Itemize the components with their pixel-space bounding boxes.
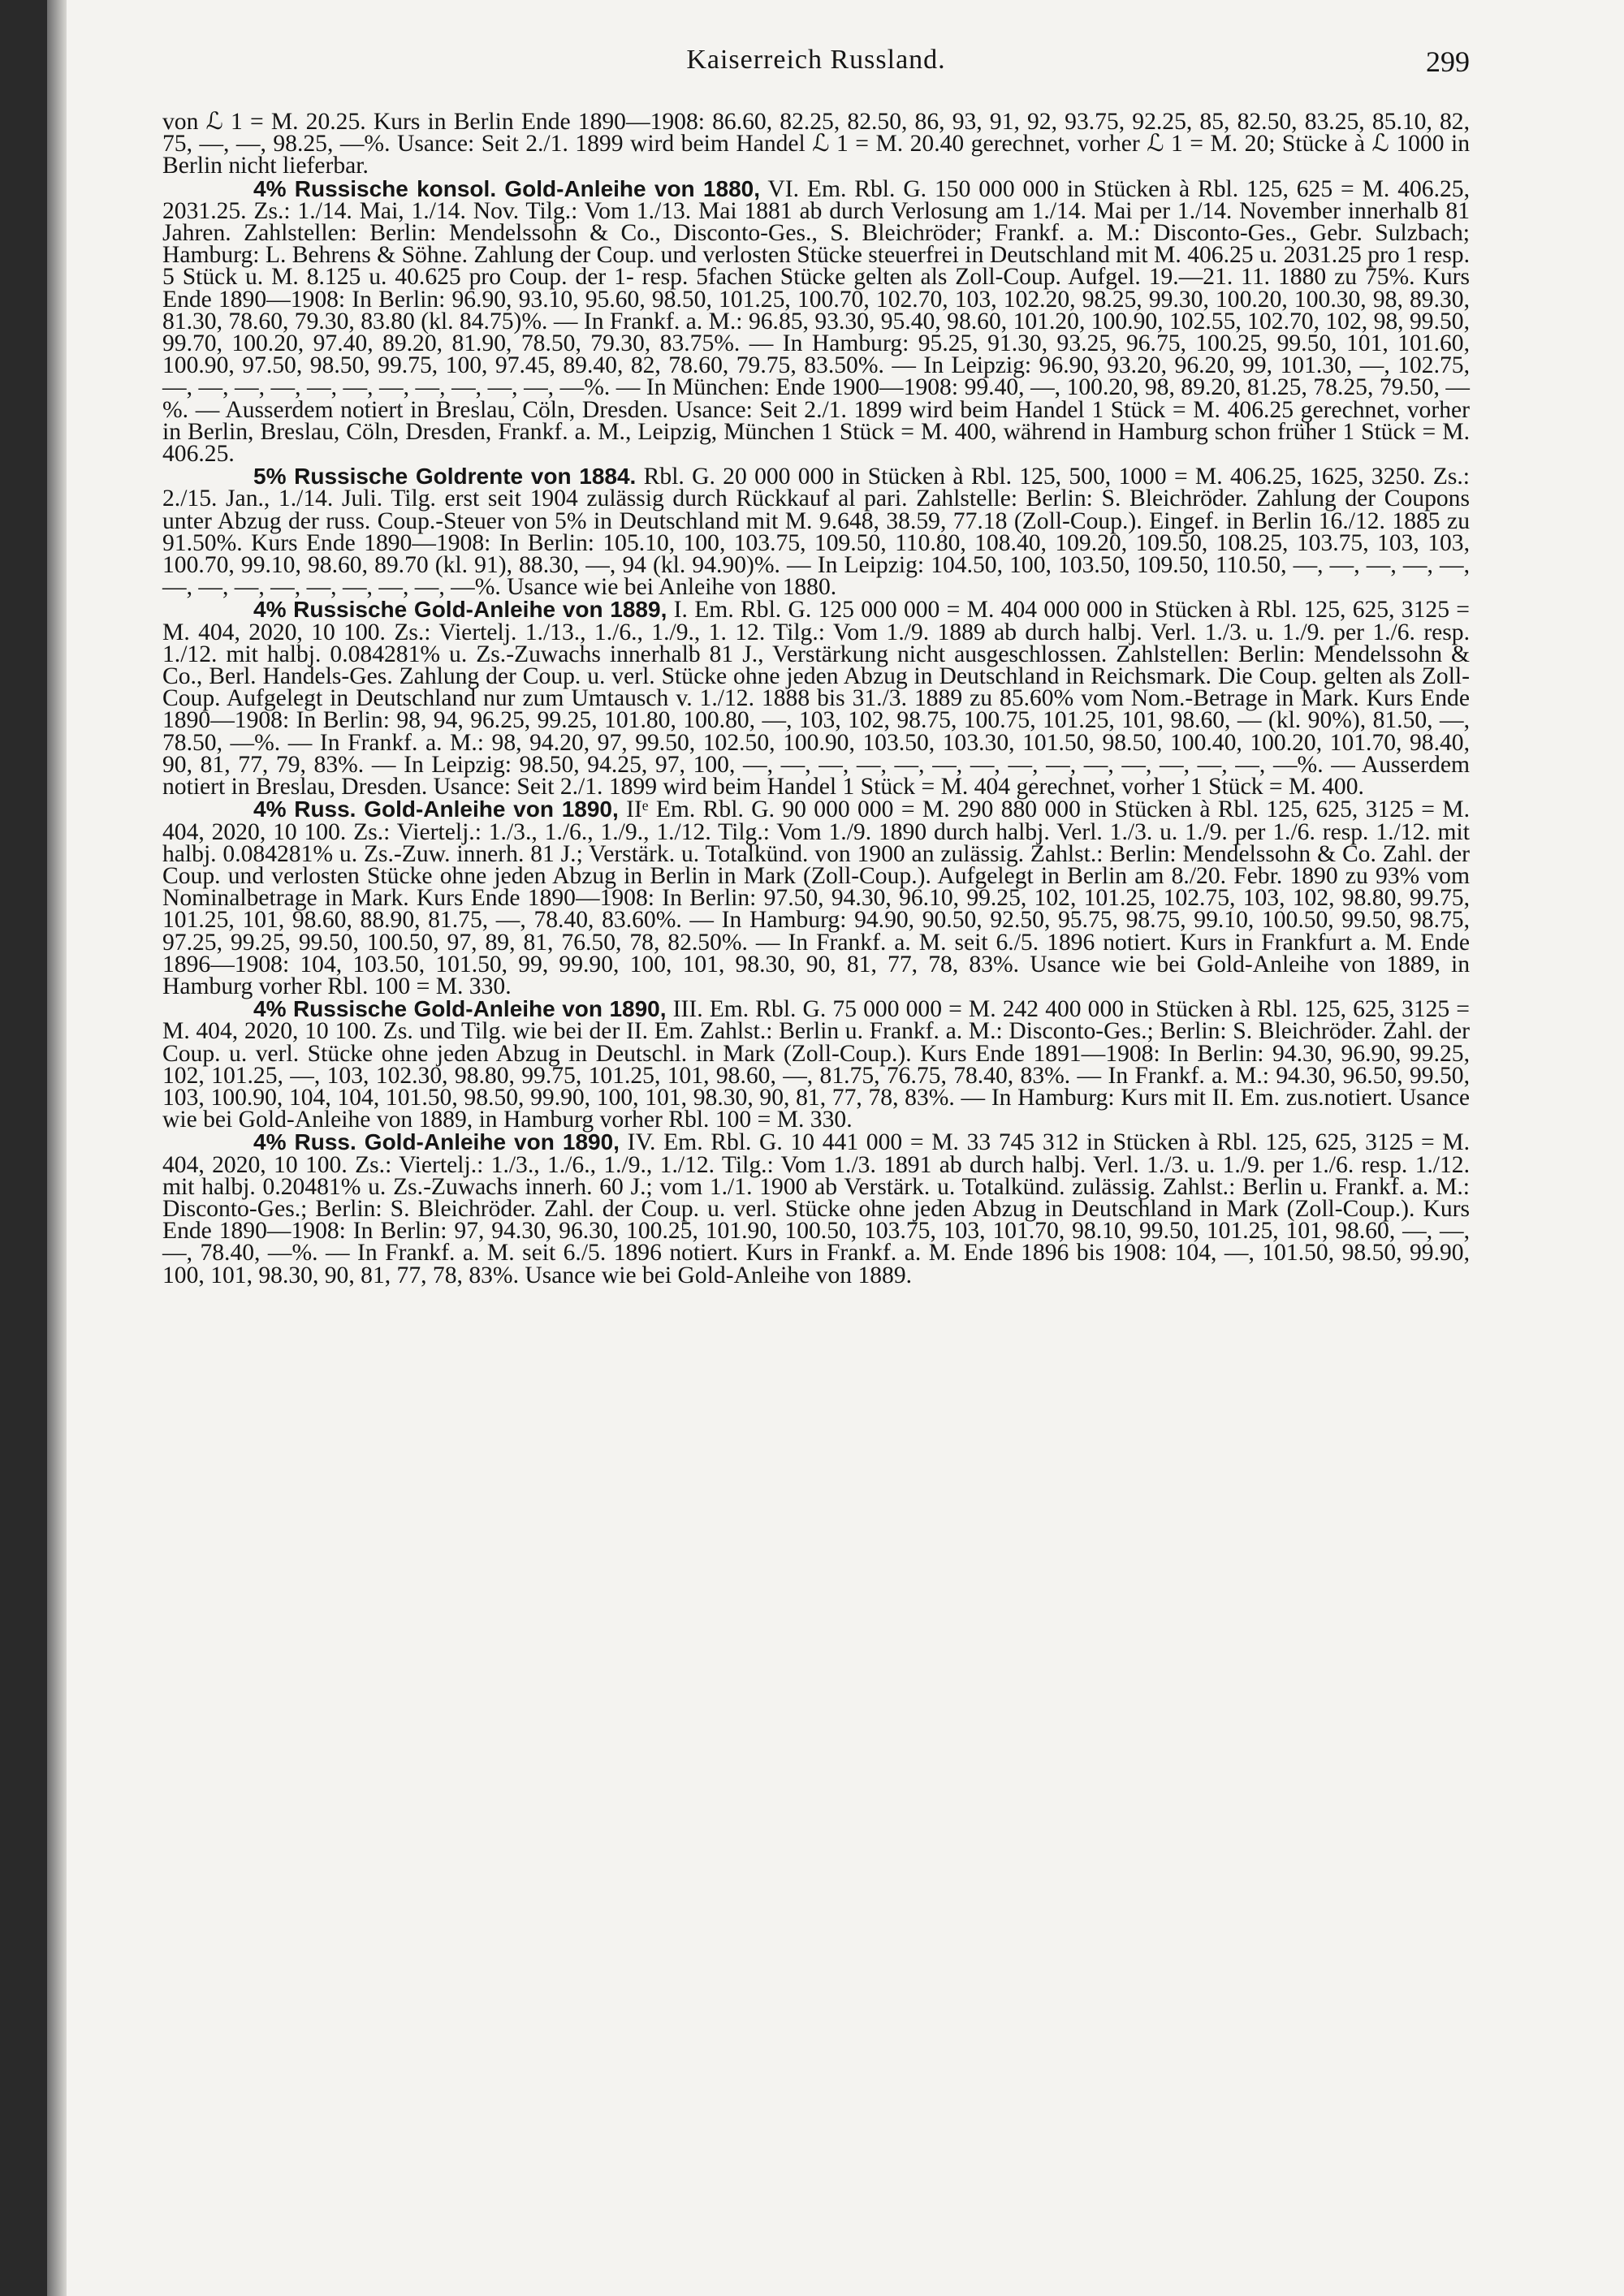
entry-title: 4% Russ. Gold-Anleihe von 1890, [253, 796, 619, 822]
entry-title: 4% Russische Gold-Anleihe von 1889, [253, 597, 667, 623]
page-text [162, 111, 1470, 1287]
entry-title: 5% Russische Goldrente von 1884. [253, 464, 637, 490]
entry-text: IIᵉ Em. Rbl. G. 90 000 000 = M. 290 880 000 in Stücken à Rbl. 125, 625, 3125 = M. 404, 2020, 10 100. Zs.: Viertelj.: 1./3., 1./6., 1./9., 1./12. Tilg.: Vom 1./9. 1890 durch halbj. Verl. 1./3. u. 1./9. per 1./6. resp. 1./12. mit halbj. 0.084281% u. Zs.-Zuw. innerh. 81 J.; Verstärk. u. Totalkünd. von 1900 an zulässig. Zahlst.: Berlin: Mendelssohn & Co. Zahl. der Coup. und verlosten Stücke ohne jeden Abzug in Berlin in Mark (Zoll-Coup.). Aufgelegt in Berlin am 8./20. Febr. 1890 zu 93% vom Nominalbetrage in Mark. Kurs Ende 1890—1908: In Berlin: 97.50, 94.30, 96.10, 99.25, 102, 101.25, 102.75, 103, 102, 98.80, 99.75, 101.25, 101, 98.60, 88.90, 81.75, —, 78.40, 83.60%. — In Hamburg: 94.90, 90.50, 92.50, 95.75, 98.75, 99.10, 100.50, 99.50, 98.75, 97.25, 99.25, 99.50, 100.50, 97, 89, 81, 76.50, 78, 82.50%. — In Frankf. a. M. seit 6./5. 1896 notiert. Kurs in Frankfurt a. M. Ende 1896—1908: 104, 103.50, 101.50, 99, 99.90, 100, 101, 98.30, 90, 81, 77, 78, 83%. Usance wie bei Gold-Anleihe von 1889, in Hamburg vorher Rbl. 100 = M. 330. [162, 796, 1470, 999]
book-gutter-shadow [47, 0, 67, 2296]
bond-entry-1890-iii [162, 998, 1470, 1131]
page-title: Kaiserreich Russland. [686, 45, 946, 75]
paragraph-continuation [162, 111, 1470, 178]
book-page [162, 45, 1470, 1287]
entry-text: Rbl. G. 20 000 000 in Stücken à Rbl. 125, 500, 1000 = M. 406.25, 1625, 3250. Zs.: 2./15. Jan., 1./14. Juli. Tilg. erst seit 1904 zulässig durch Rückkauf al pari. Zahlstelle: Berlin: S. Bleichröder. Zahlung der Coupons unter Abzug der russ. Coup.-Steuer von 5% in Deutschland mit M. 9.648, 38.59, 77.18 (Zoll-Coup.). Eingef. in Berlin 16./12. 1885 zu 91.50%. Kurs Ende 1890—1908: In Berlin: 105.10, 100, 103.75, 109.50, 110.80, 108.40, 109.20, 109.50, 108.25, 103.75, 103, 103, 100.70, 99.10, 98.60, 89.70 (kl. 91), 88.30, —, 94 (kl. 94.90)%. — In Leipzig: 104.50, 100, 103.50, 109.50, 110.50, —, —, —, —, —, —, —, —, —, —, —, —, —, —%. Usance wie bei Anleihe von 1880. [162, 464, 1471, 601]
entry-title: 4% Russische Gold-Anleihe von 1890, [253, 996, 667, 1022]
bond-entry-1890-ii [162, 798, 1470, 998]
entry-text: I. Em. Rbl. G. 125 000 000 = M. 404 000 000 in Stücken à Rbl. 125, 625, 3125 = M. 404, 2020, 10 100. Zs.: Viertelj. 1./13., 1./6., 1./9., 1. 12. Tilg.: Vom 1./9. 1889 ab durch halbj. Verl. 1./3. u. 1./9. per 1./6. resp. 1./12. mit halbj. 0.084281% u. Zs.-Zuwachs innerhalb 81 J., Verstärkung nicht ausgeschlossen. Zahlstellen: Berlin: Mendelssohn & Co., Berl. Handels-Ges. Zahlung der Coup. u. verl. Stücke ohne jeden Abzug in Deutschland in Reichsmark. Die Coup. gelten als Zoll-Coup. Aufgelegt in Deutschland nur zum Umtausch v. 1./12. 1888 bis 31./3. 1889 zu 85.60% vom Nom.-Betrage in Mark. Kurs Ende 1890—1908: In Berlin: 98, 94, 96.25, 99.25, 101.80, 100.80, —, 103, 102, 98.75, 100.75, 101.25, 101, 98.60, — (kl. 90%), 81.50, —, 78.50, —%. — In Frankf. a. M.: 98, 94.20, 97, 99.50, 102.50, 100.90, 103.50, 103.30, 101.50, 98.50, 100.40, 100.20, 101.70, 98.40, 90, 81, 77, 79, 83%. — In Leipzig: 98.50, 94.25, 97, 100, —, —, —, —, —, —, —, —, —, —, —, —, —, —, —%. — Ausserdem notiert in Breslau, Dresden. Usance: Seit 2./1. 1899 wird beim Handel 1 Stück = M. 404 gerechnet, vorher 1 Stück = M. 400. [162, 597, 1470, 801]
entry-text: IV. Em. Rbl. G. 10 441 000 = M. 33 745 312 in Stücken à Rbl. 125, 625, 3125 = M. 404, 2020, 10 100. Zs.: Viertelj.: 1./3., 1./6., 1./9., 1./12. Tilg.: Vom 1./3. 1891 ab durch halbj. Verl. 1./3. u. 1./9. per 1./6. resp. 1./12. mit halbj. 0.20481% u. Zs.-Zuwachs innerh. 60 J.; vom 1./1. 1900 ab Verstärk. u. Totalkünd. zulässig. Zahlst.: Berlin u. Frankf. a. M.: Disconto-Ges.; Berlin: S. Bleichröder. Zahl. der Coup. u. verl. Stücke ohne jeden Abzug in Deutschland in Mark (Zoll-Coup.). Kurs Ende 1890—1908: In Berlin: 97, 94.30, 96.30, 100.25, 101.90, 100.50, 103.75, 103, 101.70, 98.10, 99.50, 101.25, 101, 98.60, —, —, —, 78.40, —%. — In Frankf. a. M. seit 6./5. 1896 notiert. Kurs in Frankf. a. M. Ende 1896 bis 1908: 104, —, 101.50, 98.50, 99.90, 100, 101, 98.30, 90, 81, 77, 78, 83%. Usance wie bei Gold-Anleihe von 1889. [162, 1129, 1471, 1288]
bond-entry-1880 [162, 175, 1470, 468]
entry-text: III. Em. Rbl. G. 75 000 000 = M. 242 400 000 in Stücken à Rbl. 125, 625, 3125 = M. 404, 2020, 10 100. Zs. und Tilg. wie bei der II. Em. Zahlst.: Berlin u. Frankf. a. M.: Disconto-Ges.; Berlin: S. Bleichröder. Zahl. der Coup. u. verl. Stücke ohne jeden Abzug in Deutschl. in Mark (Zoll-Coup.). Kurs Ende 1891—1908: In Berlin: 94.30, 96.90, 99.25, 102, 101.25, —, 103, 102.30, 98.80, 99.75, 101.25, 101, 98.60, —, 81.75, 76.75, 78.40, 83%. — In Frankf. a. M.: 94.30, 96.50, 99.50, 103, 100.90, 104, 104, 101.50, 98.50, 99.90, 100, 101, 98.30, 90, 81, 77, 78, 83%. — In Hamburg: Kurs mit II. Em. zus.notiert. Usance wie bei Gold-Anleihe von 1889, in Hamburg vorher Rbl. 100 = M. 330. [162, 996, 1470, 1133]
running-head [162, 45, 1470, 85]
entry-title: 4% Russ. Gold-Anleihe von 1890, [253, 1129, 620, 1155]
book-binding-edge [0, 0, 47, 2296]
entry-title: 4% Russische konsol. Gold-Anleihe von 1880, [253, 175, 760, 201]
paragraph-text: von ℒ 1 = M. 20.25. Kurs in Berlin Ende 1890—1908: 86.60, 82.25, 82.50, 86, 93, 91, 92, 93.75, 92.25, 85, 82.50, 83.25, 85.10, 82, 75, —, —, 98.25, —%. Usance: Seit 2./1. 1899 wird beim Handel ℒ 1 = M. 20.40 gerechnet, vorher ℒ 1 = M. 20; Stücke à ℒ 1000 in Berlin nicht lieferbar. [162, 109, 1470, 179]
bond-entry-1889 [162, 597, 1470, 801]
bond-entry-1884 [162, 464, 1471, 601]
bond-entry-1890-iv [162, 1131, 1470, 1286]
page-number: 299 [1426, 45, 1470, 78]
entry-text: VI. Em. Rbl. G. 150 000 000 in Stücken à Rbl. 125, 625 = M. 406.25, 2031.25. Zs.: 1./14. Mai, 1./14. Nov. Tilg.: Vom 1./13. Mai 1881 ab durch Verlosung am 1./14. Mai per 1./14. November innerhalb 81 Jahren. Zahlstellen: Berlin: Mendelssohn & Co., Disconto-Ges., S. Bleichröder; Frankf. a. M.: Disconto-Ges., Gebr. Sulzbach; Hamburg: L. Behrens & Söhne. Zahlung der Coup. und verlosten Stücke steuerfrei in Deutschland mit M. 406.25 u. 2031.25 pro 1 resp. 5 Stück u. M. 8.125 u. 40.625 pro Coup. der 1- resp. 5fachen Stücke gelten als Zoll-Coup. Aufgel. 19.—21. 11. 1880 zu 75%. Kurs Ende 1890—1908: In Berlin: 96.90, 93.10, 95.60, 98.50, 101.25, 100.70, 102.70, 103, 102.20, 98.25, 99.30, 100.20, 100.30, 98, 89.30, 81.30, 78.60, 79.30, 83.80 (kl. 84.75)%. — In Frankf. a. M.: 96.85, 93.30, 95.40, 98.60, 101.20, 100.90, 102.55, 102.70, 102, 98, 99.50, 99.70, 100.20, 97.40, 89.20, 81.90, 78.50, 79.30, 83.75%. — In Hamburg: 95.25, 91.30, 93.25, 96.75, 100.25, 99.50, 101, 101.60, 100.90, 97.50, 98.50, 99.75, 100, 97.45, 89.40, 82, 78.60, 79.75, 83.50%. — In Leipzig: 96.90, 93.20, 96.20, 99, 101.30, —, 102.75, —, —, —, —, —, —, —, —, —, —, —, —%. — In München: Ende 1900—1908: 99.40, —, 100.20, 98, 89.20, 81.25, 78.25, 79.50, —%. — Ausserdem notiert in Breslau, Cöln, Dresden. Usance: Seit 2./1. 1899 wird beim Handel 1 Stück = M. 406.25 gerechnet, vorher in Berlin, Breslau, Cöln, Dresden, Frankf. a. M., Leipzig, München 1 Stück = M. 400, während in Hamburg schon früher 1 Stück = M. 406.25. [162, 175, 1470, 468]
